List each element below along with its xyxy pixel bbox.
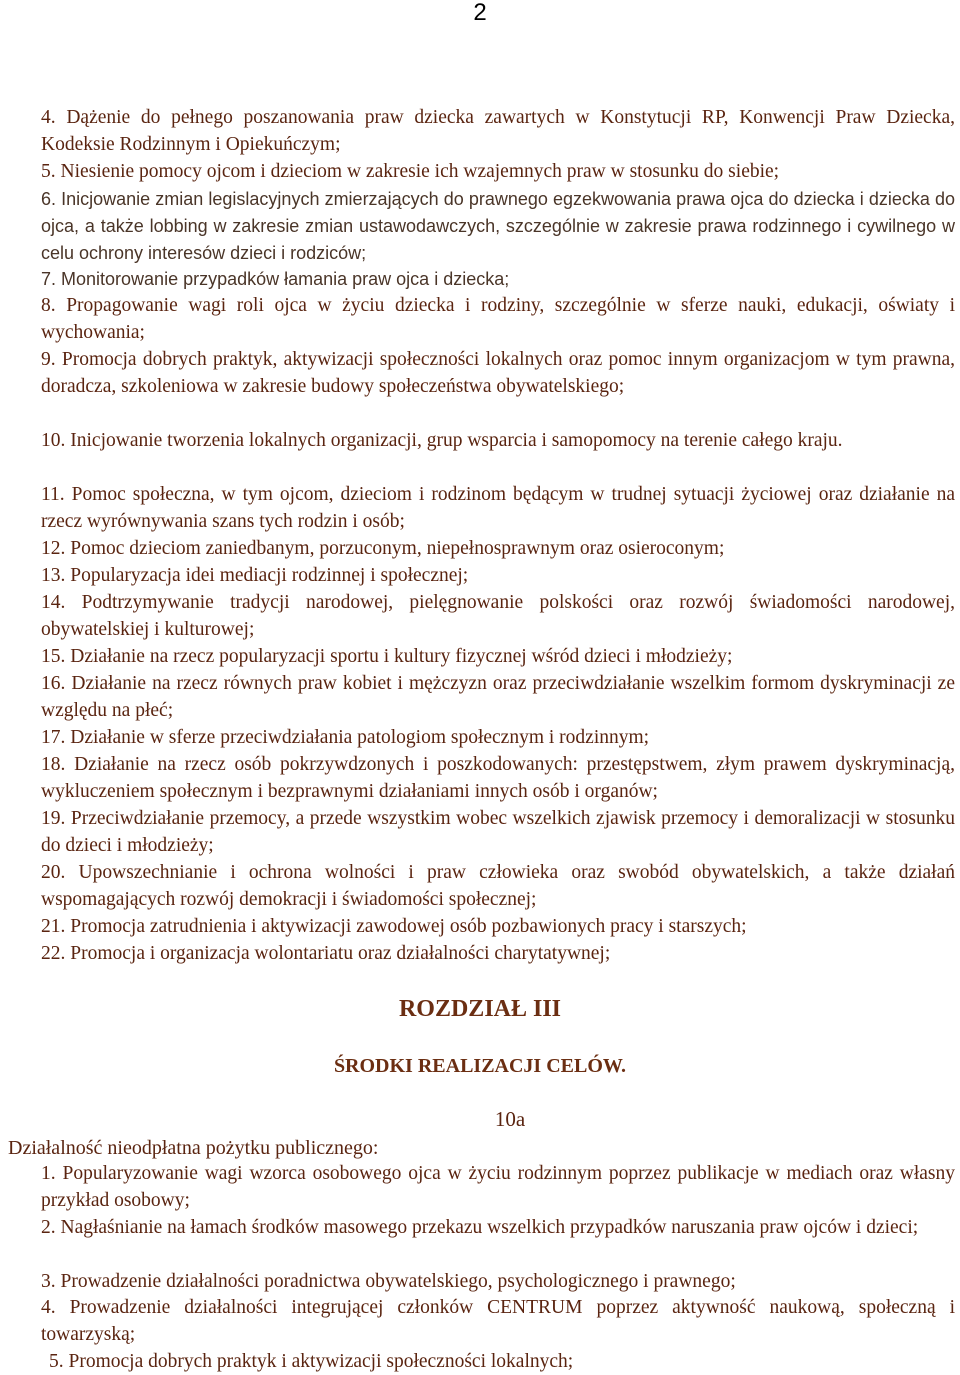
list-item: 4. Dążenie do pełnego poszanowania praw dziecka zawartych w Konstytucji RP, Konwencji Praw Dziecka, Kodeksie Rodzinnym i Opiekuńczym;	[41, 107, 955, 155]
list-item: 1. Popularyzowanie wagi wzorca osobowego ojca w życiu rodzinnym poprzez publikacje w mediach oraz własny przykład osobowy;	[41, 1163, 955, 1211]
list-item: 6. Inicjowanie zmian legislacyjnych zmierzających do prawnego egzekwowania prawa ojca do dziecka i dziecka do ojca, a także lobbing w zakresie zmian ustawodawczych, szczególnie w zakresie prawa rodzinnego i cywilnego w celu ochrony interesów dzieci i rodziców;	[41, 189, 955, 263]
list-item: 13. Popularyzacja idei mediacji rodzinnej i społecznej;	[41, 565, 469, 586]
list-item: 4. Prowadzenie działalności integrującej członków CENTRUM poprzez aktywność naukową, społeczną i towarzyską;	[41, 1297, 955, 1345]
list-item: 3. Prowadzenie działalności poradnictwa obywatelskiego, psychologicznego i prawnego;	[41, 1271, 736, 1292]
chapter-subtitle: ŚRODKI REALIZACJI CELÓW.	[333, 1055, 627, 1077]
list-item: 5. Promocja dobrych praktyk i aktywizacji społeczności lokalnych;	[49, 1351, 574, 1372]
list-item: 10. Inicjowanie tworzenia lokalnych organizacji, grup wsparcia i samopomocy na terenie całego kraju.	[41, 430, 843, 451]
list-item: 7. Monitorowanie przypadków łamania praw ojca i dziecka;	[41, 269, 510, 289]
list-item: 14. Podtrzymywanie tradycji narodowej, pielęgnowanie polskości oraz rozwój świadomości narodowej, obywatelskiej i kulturowej;	[41, 592, 955, 640]
paragraph-number: 10a	[494, 1107, 526, 1131]
chapter-title: ROZDZIAŁ III	[398, 996, 562, 1022]
list-item: 5. Niesienie pomocy ojcom i dzieciom w zakresie ich wzajemnych praw w stosunku do siebie;	[41, 161, 780, 182]
list-item: 21. Promocja zatrudnienia i aktywizacji zawodowej osób pozbawionych pracy i starszych;	[41, 916, 747, 937]
list-item: 9. Promocja dobrych praktyk, aktywizacji społeczności lokalnych oraz pomoc innym organizacjom w tym prawna, doradcza, szkoleniowa w zakresie budowy społeczeństwa obywatelskiego;	[41, 349, 955, 397]
list-item: 8. Propagowanie wagi roli ojca w życiu dziecka i rodziny, szczególnie w sferze nauki, edukacji, oświaty i wychowania;	[41, 295, 955, 343]
list-item: 22. Promocja i organizacja wolontariatu oraz działalności charytatywnej;	[41, 943, 611, 964]
list-item: 12. Pomoc dzieciom zaniedbanym, porzuconym, niepełnosprawnym oraz osieroconym;	[41, 538, 725, 559]
list-item: 16. Działanie na rzecz równych praw kobiet i mężczyzn oraz przeciwdziałanie wszelkim formom dyskryminacji ze względu na płeć;	[41, 673, 955, 721]
list-item: 11. Pomoc społeczna, w tym ojcom, dzieciom i rodzinom będącym w trudnej sytuacji życiowej oraz działanie na rzecz wyrównywania szans tych rodzin i osób;	[41, 484, 955, 532]
list-item: 15. Działanie na rzecz popularyzacji sportu i kultury fizycznej wśród dzieci i młodzieży;	[41, 646, 733, 667]
list-item: 19. Przeciwdziałanie przemocy, a przede wszystkim wobec wszelkich zjawisk przemocy i demoralizacji w stosunku do dzieci i młodzieży;	[41, 808, 955, 856]
list-item: 18. Działanie na rzecz osób pokrzywdzonych i poszkodowanych: przestępstwem, złym prawem dyskryminacją, wykluczeniem społecznym i bezprawnymi działaniami innych osób i organów;	[41, 754, 955, 802]
list-item: 17. Działanie w sferze przeciwdziałania patologiom społecznym i rodzinnym;	[41, 727, 650, 748]
page-number: 2	[473, 0, 487, 26]
list-item: 2. Nagłaśnianie na łamach środków masowego przekazu wszelkich przypadków naruszania praw ojców i dzieci;	[41, 1217, 919, 1238]
section-lead: Działalność nieodpłatna pożytku publicznego:	[8, 1137, 379, 1159]
list-item: 20. Upowszechnianie i ochrona wolności i praw człowieka oraz swobód obywatelskich, a także działań wspomagających rozwój demokracji i świadomości społecznej;	[41, 862, 955, 910]
